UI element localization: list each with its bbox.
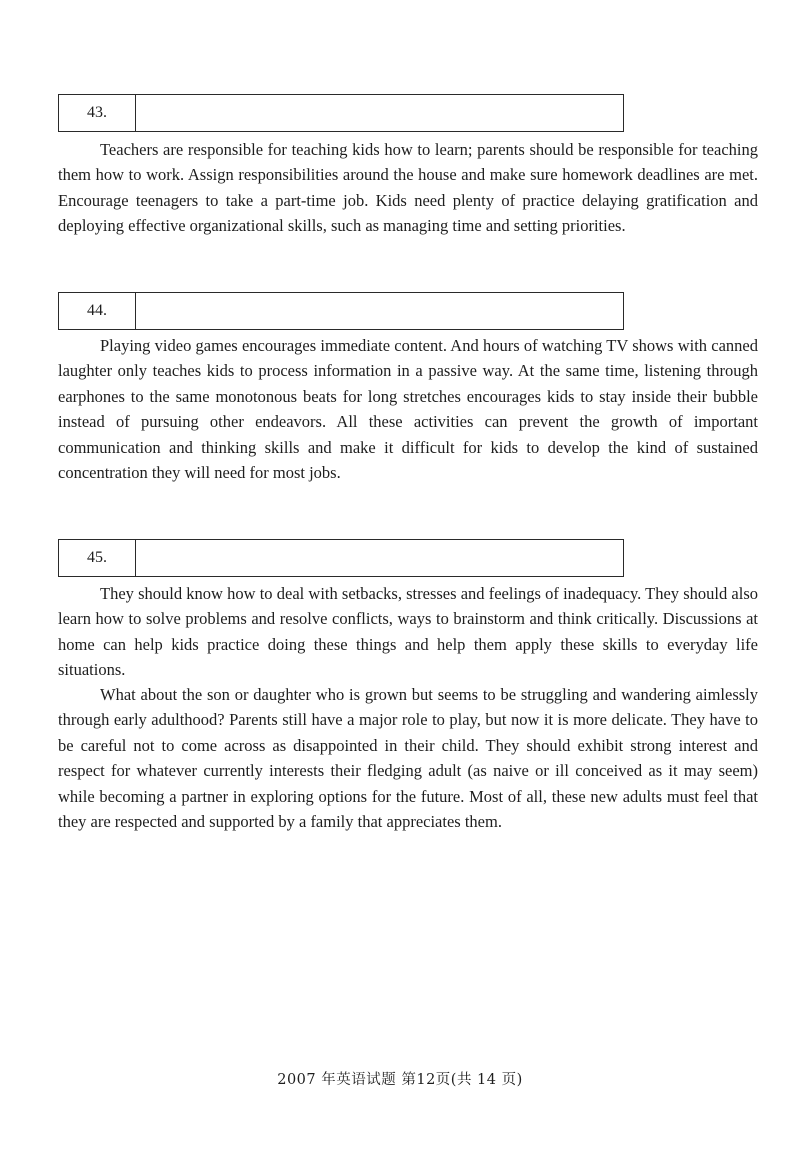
answer-box-43 [58, 94, 624, 132]
answer-blank-44[interactable] [136, 293, 623, 329]
paragraph-43: Teachers are responsible for teaching kids how to learn; parents should be responsible for teaching them how to work. Assign responsibilities around the house and make sure homework deadlines are met. Encourage teenagers to take a part-time job. Kids need plenty of practice delaying gratification and deploying effective organizational skills, such as managing time and setting priorities. [58, 140, 758, 236]
question-number: 43. [59, 95, 136, 131]
paragraph-45b: What about the son or daughter who is grown but seems to be struggling and wandering aimlessly through early adulthood? Parents still have a major role to play, but now it is more delicate. They have to be careful not to come across as disappointed in their child. They should exhibit strong interest and respect for whatever currently interests their fledging adult (as naive or ill conceived as it may seem) while becoming a partner in exploring options for the future. Most of all, these new adults must feel that they are respected and supported by a family that appreciates them. [58, 685, 758, 832]
answer-box-45 [58, 539, 624, 577]
question-number: 44. [59, 293, 136, 329]
page-footer: 2007 年英语试题 第12页(共 14 页) [277, 1072, 523, 1088]
paragraph-45a: They should know how to deal with setbacks, stresses and feelings of inadequacy. They should also learn how to solve problems and resolve conflicts, ways to brainstorm and think critically. Discussions at home can help kids practice doing these things and help them apply these skills to everyday life situations. [58, 584, 758, 680]
answer-blank-43[interactable] [136, 95, 623, 131]
answer-blank-45[interactable] [136, 540, 623, 576]
answer-box-44 [58, 292, 624, 330]
question-number: 45. [59, 540, 136, 576]
paragraph-44: Playing video games encourages immediate content. And hours of watching TV shows with canned laughter only teaches kids to process information in a passive way. At the same time, listening through earphones to the same monotonous beats for long stretches encourages kids to stay inside their bubble instead of pursuing other endeavors. All these activities can prevent the growth of important communication and thinking skills and make it difficult for kids to develop the kind of sustained concentration they will need for most jobs. [58, 336, 758, 483]
